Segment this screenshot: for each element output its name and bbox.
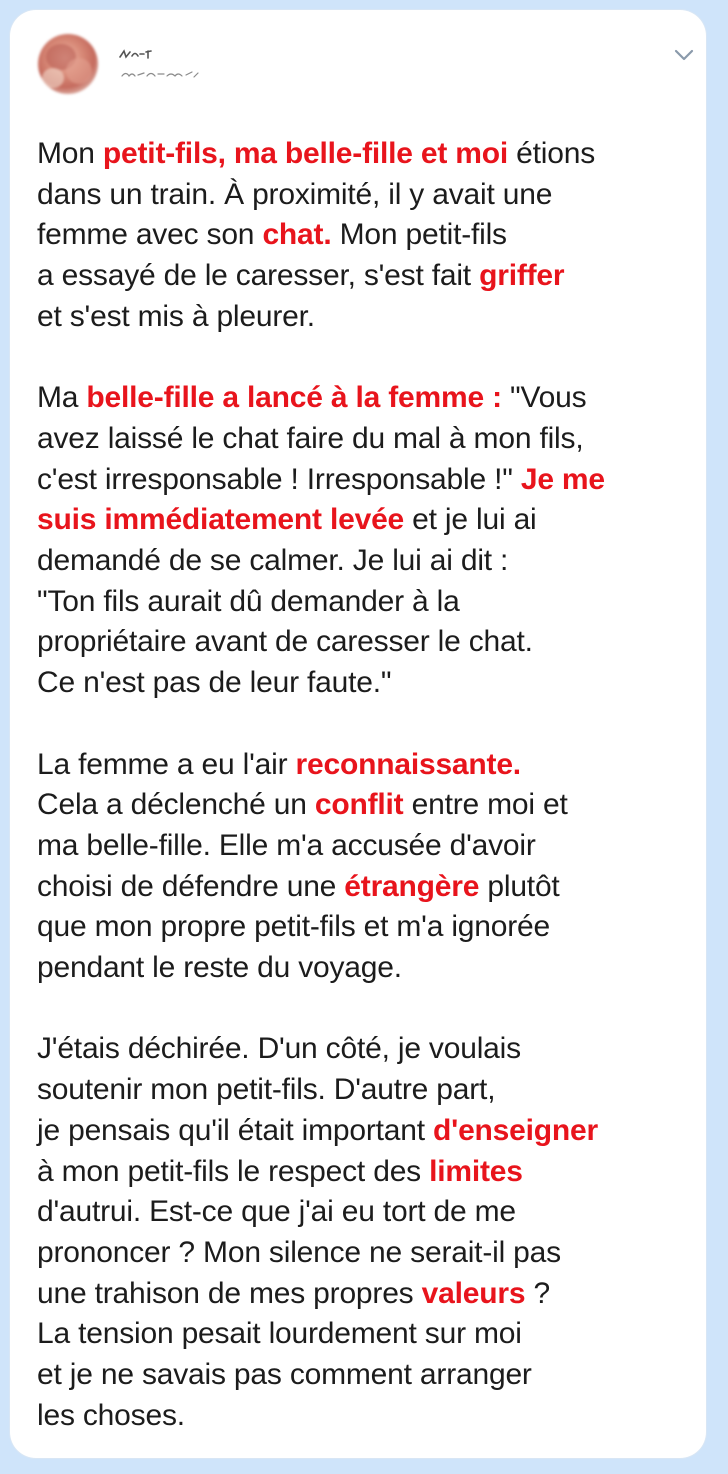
redacted-display-name[interactable] [118,48,158,60]
highlighted-text: griffer [479,259,565,293]
text-segment: c'est irresponsable ! Irresponsable !" [37,462,521,496]
text-segment: femme avec son [37,218,263,252]
post-card [10,10,706,1458]
text-segment: choisi de défendre une [37,869,345,903]
text-segment: une trahison de mes propres [37,1276,422,1310]
chevron-down-icon[interactable] [672,46,696,64]
avatar[interactable] [38,34,98,94]
paragraph-2 [37,378,699,704]
text-segment: ma belle-fille. Elle m'a accusée d'avoir [37,828,536,862]
text-segment: dans un train. À proximité, il y avait une [37,177,553,211]
text-segment: étions [508,137,596,170]
text-segment: Mon [37,137,103,170]
text-segment: Ma [37,381,87,415]
paragraph-1 [37,134,699,338]
avatar-blur-detail [42,68,64,88]
text-segment: pendant le reste du voyage. [37,951,402,985]
post-text [37,134,699,1436]
text-segment: que mon propre petit-fils et m'a ignorée [37,910,551,944]
text-segment: entre moi et [403,788,568,822]
highlighted-text: étrangère [344,869,480,903]
highlighted-text: valeurs [421,1276,526,1310]
highlighted-text: belle-fille a lancé à la femme : [86,381,502,415]
text-segment: à mon petit-fils le respect des [37,1154,430,1188]
highlighted-text: d'enseigner [433,1113,598,1147]
highlighted-text: reconnaissante. [295,747,521,781]
text-segment: d'autrui. Est-ce que j'ai eu tort de me [37,1195,516,1229]
text-segment: "Ton fils aurait dû demander à la [37,584,460,618]
highlighted-text: Je me [520,462,605,496]
paragraph-4 [37,1029,699,1436]
highlighted-text: conflit [314,788,404,822]
text-segment: a essayé de le caresser, s'est fait [37,259,480,293]
text-segment: et je ne savais pas comment arranger [37,1358,532,1392]
text-segment: et s'est mis à pleurer. [37,299,315,333]
text-segment: soutenir mon petit-fils. D'autre part, [37,1073,496,1107]
text-segment: ? [525,1276,550,1310]
text-segment: avez laissé le chat faire du mal à mon fils, [37,421,584,455]
text-segment: Ce n'est pas de leur faute." [37,666,392,700]
text-segment: J'étais déchirée. D'un côté, je voulais [37,1032,521,1066]
highlighted-text: limites [429,1154,523,1188]
highlighted-text: petit-fils, ma belle-fille et moi [102,137,509,170]
redacted-handle[interactable] [120,68,200,80]
text-segment: je pensais qu'il était important [37,1113,434,1147]
text-segment: plutôt [479,869,560,903]
text-segment: propriétaire avant de caresser le chat. [37,625,533,659]
highlighted-text: suis immédiatement levée [37,503,405,537]
text-segment: "Vous [501,381,587,415]
text-segment: et je lui ai [404,503,537,537]
highlighted-text: chat. [262,218,332,252]
text-segment: La tension pesait lourdement sur moi [37,1317,522,1351]
text-segment: prononcer ? Mon silence ne serait-il pas [37,1235,561,1269]
avatar-blur-detail [66,58,92,84]
text-segment: La femme a eu l'air [37,747,296,781]
text-segment: Cela a déclenché un [37,788,315,822]
text-segment: les choses. [37,1398,185,1432]
text-segment: demandé de se calmer. Je lui ai dit : [37,544,509,578]
text-segment: Mon petit-fils [331,218,507,252]
paragraph-3 [37,745,699,989]
